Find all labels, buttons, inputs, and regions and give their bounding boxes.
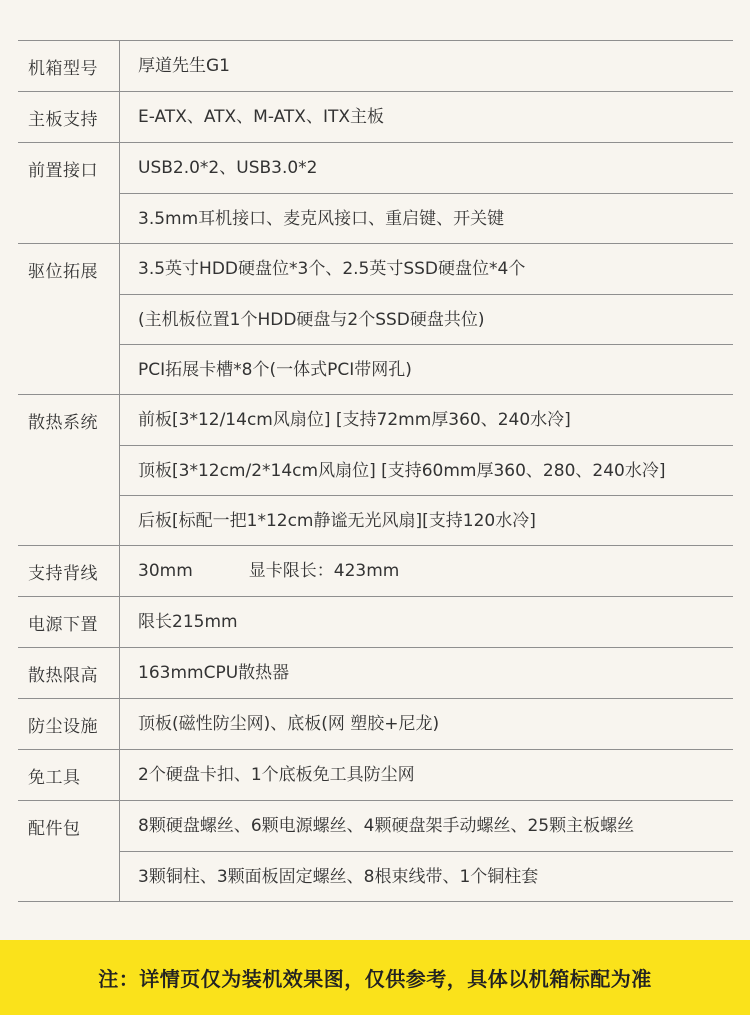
spec-value: 顶板[3*12cm/2*14cm风扇位] [支持60mm厚360、280、240水冷] xyxy=(120,445,733,495)
spec-label: 电源下置 xyxy=(18,597,120,647)
disclaimer-note: 注：详情页仅为装机效果图，仅供参考，具体以机箱标配为准 xyxy=(98,967,652,991)
spec-row-case-model xyxy=(18,41,733,92)
spec-row-motherboard-support xyxy=(18,92,733,143)
spec-row-accessory-pack xyxy=(18,801,733,902)
gpu-length-value: 显卡限长：423mm xyxy=(248,561,400,581)
spec-values xyxy=(120,801,733,901)
spec-values xyxy=(120,244,733,394)
spec-value: 后板[标配一把1*12cm静谧无光风扇][支持120水冷] xyxy=(120,495,733,545)
spec-value: E-ATX、ATX、M-ATX、ITX主板 xyxy=(138,107,384,127)
spec-value: 2个硬盘卡扣、1个底板免工具防尘网 xyxy=(138,765,415,785)
footer-banner xyxy=(0,940,750,1015)
spec-values xyxy=(120,699,733,749)
spec-value: PCI拓展卡槽*8个(一体式PCI带网孔) xyxy=(120,344,733,394)
spec-values xyxy=(120,597,733,647)
spec-label: 主板支持 xyxy=(18,92,120,142)
spec-row-dust-filters xyxy=(18,699,733,750)
spec-value: 前板[3*12/14cm风扇位] [支持72mm厚360、240水冷] xyxy=(138,410,571,430)
spec-value: 3.5mm耳机接口、麦克风接口、重启键、开关键 xyxy=(120,193,733,243)
spec-row-psu xyxy=(18,597,733,648)
spec-label: 散热系统 xyxy=(18,395,120,545)
spec-row-cooling-system xyxy=(18,395,733,546)
spec-value: 163mmCPU散热器 xyxy=(138,663,290,683)
spec-label: 散热限高 xyxy=(18,648,120,698)
spec-values xyxy=(120,41,733,91)
spec-values xyxy=(120,143,733,243)
spec-row-cooler-height xyxy=(18,648,733,699)
spec-label: 前置接口 xyxy=(18,143,120,243)
spec-row-front-io xyxy=(18,143,733,244)
spec-label: 支持背线 xyxy=(18,546,120,596)
spec-row-drive-bays xyxy=(18,244,733,395)
spec-row-cable-management xyxy=(18,546,733,597)
spec-label: 机箱型号 xyxy=(18,41,120,91)
spec-values xyxy=(120,750,733,800)
spec-value: USB2.0*2、USB3.0*2 xyxy=(138,158,318,178)
spec-value: 厚道先生G1 xyxy=(138,56,230,76)
spec-value xyxy=(120,546,733,596)
spec-value: 3.5英寸HDD硬盘位*3个、2.5英寸SSD硬盘位*4个 xyxy=(138,259,526,279)
spec-value: 3颗铜柱、3颗面板固定螺丝、8根束线带、1个铜柱套 xyxy=(120,851,733,901)
spec-table xyxy=(18,40,733,902)
spec-value: 限长215mm xyxy=(138,612,238,632)
spec-row-tool-free xyxy=(18,750,733,801)
spec-value: (主机板位置1个HDD硬盘与2个SSD硬盘共位) xyxy=(120,294,733,344)
spec-label: 配件包 xyxy=(18,801,120,901)
spec-values xyxy=(120,546,733,596)
spec-values xyxy=(120,648,733,698)
spec-value: 顶板(磁性防尘网)、底板(网 塑胶+尼龙) xyxy=(138,714,440,734)
cable-clearance-value: 30mm xyxy=(138,561,193,581)
spec-values xyxy=(120,395,733,545)
spec-label: 驱位拓展 xyxy=(18,244,120,394)
spec-label: 免工具 xyxy=(18,750,120,800)
spec-value: 8颗硬盘螺丝、6颗电源螺丝、4颗硬盘架手动螺丝、25颗主板螺丝 xyxy=(138,816,635,836)
spec-values xyxy=(120,92,733,142)
spec-label: 防尘设施 xyxy=(18,699,120,749)
